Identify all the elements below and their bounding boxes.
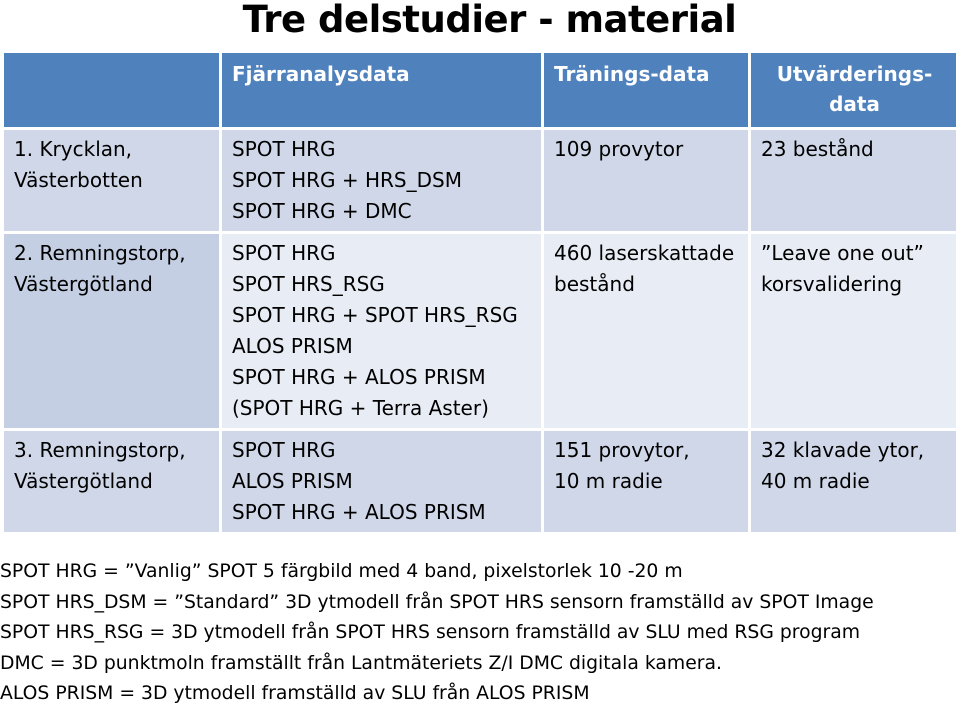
site-line: 3. Remningstorp, [14, 438, 186, 462]
evaluation-cell [751, 234, 959, 431]
site-line: Västergötland [14, 272, 153, 296]
training-cell [544, 234, 751, 431]
site-cell [4, 130, 222, 234]
material-table [4, 53, 959, 535]
header-training-label: Tränings-data [554, 62, 710, 86]
site-line: 2. Remningstorp, [14, 241, 186, 265]
evaluation-line: ”Leave one out” [761, 241, 924, 265]
remote-line: SPOT HRG + DMC [232, 199, 412, 223]
remote-line: SPOT HRS_RSG [232, 272, 385, 296]
training-line: 10 m radie [554, 469, 663, 493]
evaluation-line: korsvalidering [761, 272, 903, 296]
evaluation-cell [751, 431, 959, 535]
training-line: 460 laserskattade [554, 241, 735, 265]
evaluation-cell [751, 130, 959, 234]
site-line: Västergötland [14, 469, 153, 493]
remote-sensing-cell [222, 234, 544, 431]
remote-line: SPOT HRG [232, 241, 336, 265]
table-header-row [4, 53, 959, 130]
site-line: 1. Krycklan, [14, 137, 133, 161]
training-line: 151 provytor, [554, 438, 690, 462]
header-evaluation-line1: Utvärderings- [776, 62, 933, 86]
footnote: ALOS PRISM = 3D ytmodell framställd av SLU från ALOS PRISM [0, 683, 590, 704]
remote-line: SPOT HRG + SPOT HRS_RSG [232, 303, 518, 327]
training-cell [544, 431, 751, 535]
footnote: DMC = 3D punktmoln framställt från Lantmäteriets Z/I DMC digitala kamera. [0, 652, 722, 674]
remote-sensing-cell [222, 130, 544, 234]
page-title: Tre delstudier - material [242, 0, 737, 41]
table-row [4, 431, 959, 535]
remote-line: SPOT HRG + ALOS PRISM [232, 365, 486, 389]
table-row [4, 130, 959, 234]
header-evaluation [751, 53, 959, 130]
site-line: Västerbotten [14, 168, 143, 192]
evaluation-line: 23 bestånd [761, 137, 874, 161]
table-row [4, 234, 959, 431]
footnotes [0, 557, 959, 710]
remote-line: SPOT HRG [232, 137, 336, 161]
footnote: SPOT HRG = ”Vanlig” SPOT 5 färgbild med 4 band, pixelstorlek 10 -20 m [0, 561, 683, 582]
footnote: SPOT HRS_RSG = 3D ytmodell från SPOT HRS sensorn framställd av SLU med RSG program [0, 622, 861, 643]
remote-line: SPOT HRG + ALOS PRISM [232, 500, 486, 524]
header-training [544, 53, 751, 130]
training-cell [544, 130, 751, 234]
remote-line: (SPOT HRG + Terra Aster) [232, 396, 489, 420]
footnote: SPOT HRS_DSM = ”Standard” 3D ytmodell från SPOT HRS sensorn framställd av SPOT Image [0, 591, 874, 613]
remote-line: SPOT HRG [232, 438, 336, 462]
remote-sensing-cell [222, 431, 544, 535]
site-cell [4, 431, 222, 535]
training-line: 109 provytor [554, 137, 684, 161]
evaluation-line: 40 m radie [761, 469, 870, 493]
training-line: bestånd [554, 272, 635, 296]
header-evaluation-line2: data [829, 92, 880, 116]
remote-line: SPOT HRG + HRS_DSM [232, 168, 462, 192]
remote-line: ALOS PRISM [232, 469, 353, 493]
site-cell [4, 234, 222, 431]
header-remote-sensing-label: Fjärranalysdata [232, 62, 410, 86]
header-remote-sensing [222, 53, 544, 130]
remote-line: ALOS PRISM [232, 334, 353, 358]
header-site [4, 53, 222, 130]
evaluation-line: 32 klavade ytor, [761, 438, 925, 462]
